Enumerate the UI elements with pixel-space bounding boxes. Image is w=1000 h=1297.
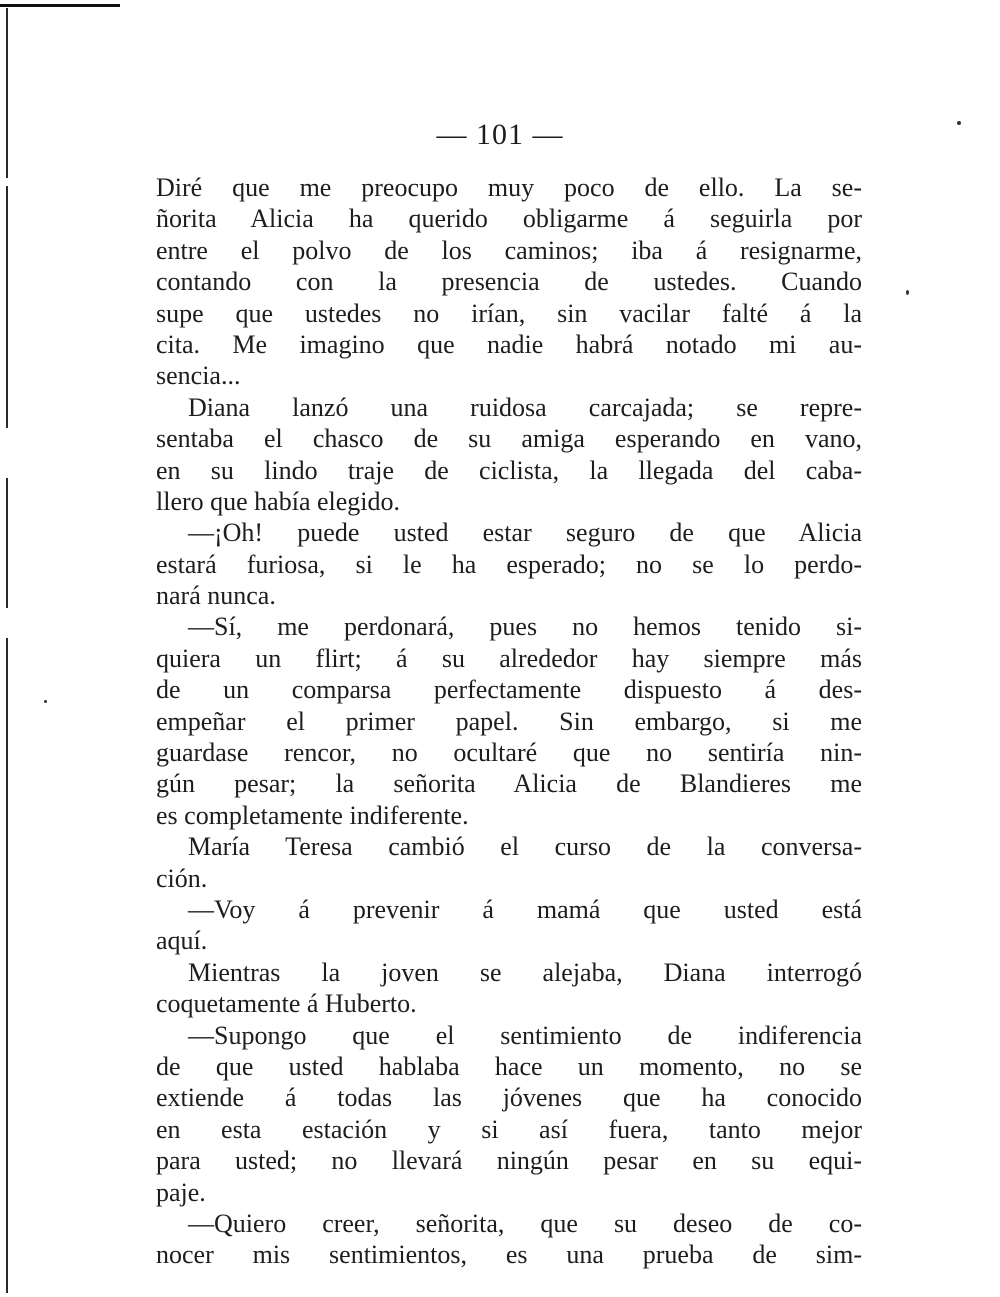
- text-line: sentaba el chasco de su amiga esperando en vano,: [156, 424, 862, 454]
- text-line: entre el polvo de los caminos; iba á resignarme,: [156, 235, 862, 265]
- text-line: aquí.: [156, 926, 208, 956]
- scan-border-left: [6, 8, 8, 1293]
- text-line: —¡Oh! puede usted estar seguro de que Alicia: [188, 518, 862, 548]
- text-line: empeñar el primer papel. Sin embargo, si me: [156, 706, 862, 736]
- text-line: ñorita Alicia ha querido obligarme á seguirla por: [156, 204, 862, 234]
- text-line: gún pesar; la señorita Alicia de Blandieres me: [156, 769, 862, 799]
- text-line: coquetamente á Huberto.: [156, 989, 417, 1019]
- scan-border-top: [0, 4, 120, 7]
- scan-speck: [44, 700, 47, 703]
- text-line: María Teresa cambió el curso de la conversa-: [188, 832, 862, 862]
- body-text: [156, 172, 862, 1271]
- text-line: quiera un flirt; á su alrededor hay siempre más: [156, 643, 862, 673]
- text-line: de un comparsa perfectamente dispuesto á des-: [156, 675, 862, 705]
- text-line: —Quiero creer, señorita, que su deseo de co-: [188, 1208, 862, 1238]
- text-line: nocer mis sentimientos, es una prueba de sim-: [156, 1240, 862, 1270]
- page-number: — 101 —: [436, 118, 564, 151]
- text-line: supe que ustedes no irían, sin vacilar falté á la: [156, 298, 862, 328]
- text-line: paje.: [156, 1177, 206, 1207]
- text-line: nará nunca.: [156, 581, 276, 611]
- text-line: de que usted hablaba hace un momento, no se: [156, 1051, 862, 1081]
- text-line: en su lindo traje de ciclista, la llegada del caba-: [156, 455, 862, 485]
- text-line: extiende á todas las jóvenes que ha conocido: [156, 1083, 862, 1113]
- text-line: Diré que me preocupo muy poco de ello. La se-: [156, 173, 862, 202]
- text-line: —Voy á prevenir á mamá que usted está: [188, 894, 862, 924]
- text-line: ción.: [156, 863, 208, 893]
- text-line: Diana lanzó una ruidosa carcajada; se repre-: [188, 392, 862, 422]
- scan-speck: [906, 290, 909, 295]
- text-line: llero que había elegido.: [156, 486, 401, 516]
- text-line: en esta estación y si así fuera, tanto mejor: [156, 1114, 862, 1144]
- text-line: —Sí, me perdonará, pues no hemos tenido si-: [188, 612, 862, 642]
- text-line: —Supongo que el sentimiento de indiferencia: [188, 1020, 862, 1050]
- text-line: para usted; no llevará ningún pesar en su equi-: [156, 1146, 862, 1176]
- text-line: es completamente indiferente.: [156, 800, 469, 830]
- text-line: estará furiosa, si le ha esperado; no se lo perdo-: [156, 549, 862, 579]
- text-line: sencia...: [156, 361, 241, 391]
- text-line: cita. Me imagino que nadie habrá notado mi au-: [156, 329, 862, 359]
- text-line: Mientras la joven se alejaba, Diana interrogó: [188, 957, 862, 987]
- text-line: contando con la presencia de ustedes. Cuando: [156, 267, 862, 297]
- text-line: guardase rencor, no ocultaré que no sentiría nin-: [156, 738, 862, 768]
